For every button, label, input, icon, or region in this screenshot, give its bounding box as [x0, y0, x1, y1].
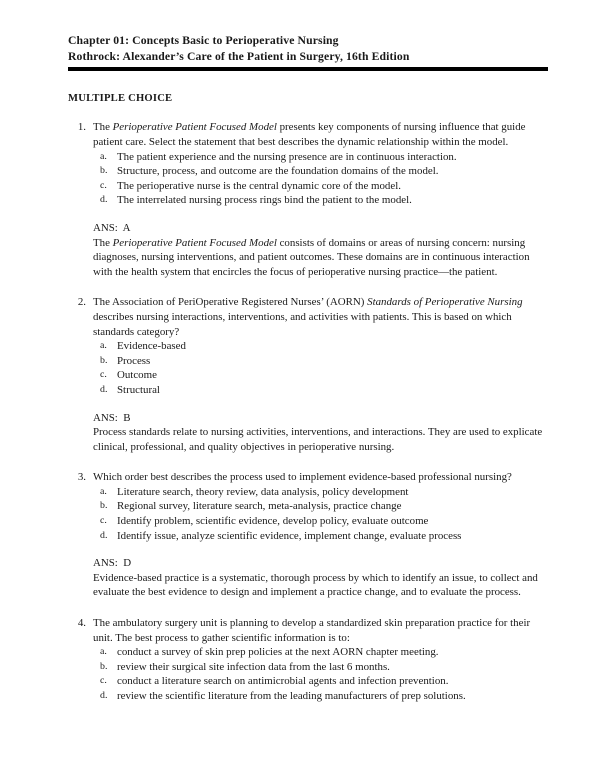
question-stem [68, 295, 548, 339]
answer-label: ANS: [93, 221, 118, 234]
option-text: Literature search, theory review, data analysis, policy development [117, 485, 409, 498]
option-list [68, 485, 548, 543]
answer-block [68, 556, 548, 600]
option-item[interactable] [68, 645, 548, 660]
option-text: conduct a survey of skin prep policies at the next AORN chapter meeting. [117, 646, 439, 659]
option-letter: a. [100, 340, 107, 352]
option-text: Structural [117, 383, 160, 396]
option-item[interactable] [68, 689, 548, 704]
question-block [68, 616, 548, 704]
option-text: review the scientific literature from the leading manufacturers of prep solutions. [117, 690, 466, 702]
option-item[interactable] [68, 383, 548, 398]
answer-value: A [117, 221, 131, 234]
option-text: Identify problem, scientific evidence, develop policy, evaluate outcome [117, 515, 429, 528]
answer-label: ANS: [93, 411, 118, 424]
option-letter: c. [100, 179, 107, 191]
option-letter: c. [100, 515, 107, 527]
question-stem [68, 616, 548, 645]
option-letter: d. [100, 690, 108, 701]
option-item[interactable] [68, 529, 548, 544]
option-text: The interrelated nursing process rings bind the patient to the model. [117, 194, 412, 207]
option-item[interactable] [68, 368, 548, 383]
option-letter: a. [100, 646, 107, 658]
option-item[interactable] [68, 179, 548, 194]
option-list [68, 645, 548, 703]
answer-rationale: Process standards relate to nursing activities, interventions, and interactions. They are used to explicate clinical, professional, and quality objectives in perioperative nursing. [93, 426, 543, 453]
question-block [68, 295, 548, 454]
section-heading-multiple-choice: MULTIPLE CHOICE [68, 93, 173, 105]
option-letter: b. [100, 165, 108, 177]
option-text: Identify issue, analyze scientific evidence, implement change, evaluate process [117, 529, 462, 542]
option-text: review their surgical site infection data from the last 6 months. [117, 660, 390, 673]
option-letter: a. [100, 150, 107, 162]
option-letter: c. [100, 369, 107, 381]
option-item[interactable] [68, 150, 548, 165]
document-header [68, 33, 548, 65]
option-letter: d. [100, 529, 108, 541]
question-text: The Perioperative Patient Focused Model presents key components of nursing influence that guide patient care. Select the statement that best describes the dynamic relationship within the model. [93, 121, 526, 148]
option-item[interactable] [68, 485, 548, 500]
answer-value: B [117, 411, 131, 424]
option-text: Structure, process, and outcome are the foundation domains of the model. [117, 165, 439, 178]
option-item[interactable] [68, 164, 548, 179]
header-book-title: Rothrock: Alexander’s Care of the Patient in Surgery, 16th Edition [68, 50, 410, 64]
question-text: The Association of PeriOperative Registered Nurses’ (AORN) Standards of Perioperative Nursing describes nursing interactions, interventions, and activities with patients. This is based on which standards category? [93, 296, 523, 338]
option-item[interactable] [68, 514, 548, 529]
option-text: Process [117, 354, 151, 367]
question-stem [68, 120, 548, 149]
option-letter: d. [100, 194, 108, 206]
option-item[interactable] [68, 193, 548, 208]
answer-value: D [117, 557, 132, 570]
option-list [68, 339, 548, 397]
answer-label: ANS: [93, 557, 118, 570]
option-item[interactable] [68, 674, 548, 689]
option-text: conduct a literature search on antimicrobial agents and infection prevention. [117, 675, 449, 688]
option-letter: d. [100, 383, 108, 395]
option-text: Regional survey, literature search, meta-analysis, practice change [117, 500, 402, 513]
option-item[interactable] [68, 339, 548, 354]
option-text: Evidence-based [117, 340, 186, 353]
option-item[interactable] [68, 499, 548, 514]
answer-line [93, 556, 548, 571]
question-number: 4. [77, 617, 86, 630]
question-stem [68, 470, 548, 485]
question-text: The ambulatory surgery unit is planning to develop a standardized skin preparation practice for their unit. The best process to gather scientific information is to: [93, 617, 531, 644]
option-letter: c. [100, 675, 107, 687]
option-item[interactable] [68, 660, 548, 675]
question-number: 3. [77, 471, 86, 484]
option-item[interactable] [68, 354, 548, 369]
header-chapter-title: Chapter 01: Concepts Basic to Perioperative Nursing [68, 34, 339, 47]
option-text: Outcome [117, 369, 157, 382]
option-text: The patient experience and the nursing presence are in continuous interaction. [117, 150, 457, 163]
question-text: Which order best describes the process used to implement evidence-based professional nursing? [93, 471, 512, 484]
option-text: The perioperative nurse is the central dynamic core of the model. [117, 179, 401, 192]
answer-block [68, 221, 548, 279]
option-letter: b. [100, 354, 108, 366]
answer-block [68, 411, 548, 455]
answer-line [93, 221, 548, 236]
question-list [68, 120, 548, 703]
answer-rationale: Evidence-based practice is a systematic, thorough process by which to identify an issue, to collect and evaluate the best evidence to design and implement a practice change, and to evaluate the process. [93, 571, 538, 599]
question-number: 2. [77, 296, 86, 309]
question-number: 1. [77, 121, 86, 134]
question-block [68, 120, 548, 279]
question-block [68, 470, 548, 600]
header-divider-rule [68, 67, 548, 71]
option-list [68, 150, 548, 208]
answer-line [93, 411, 548, 426]
answer-rationale: The Perioperative Patient Focused Model consists of domains or areas of nursing concern: nursing diagnoses, nursing interventions, and patient outcomes. These domains are in continuous interaction with the health system that encircles the focus of perioperative nursing practice—the patient. [93, 236, 530, 278]
option-letter: a. [100, 485, 107, 497]
option-letter: b. [100, 660, 108, 672]
option-letter: b. [100, 500, 108, 512]
